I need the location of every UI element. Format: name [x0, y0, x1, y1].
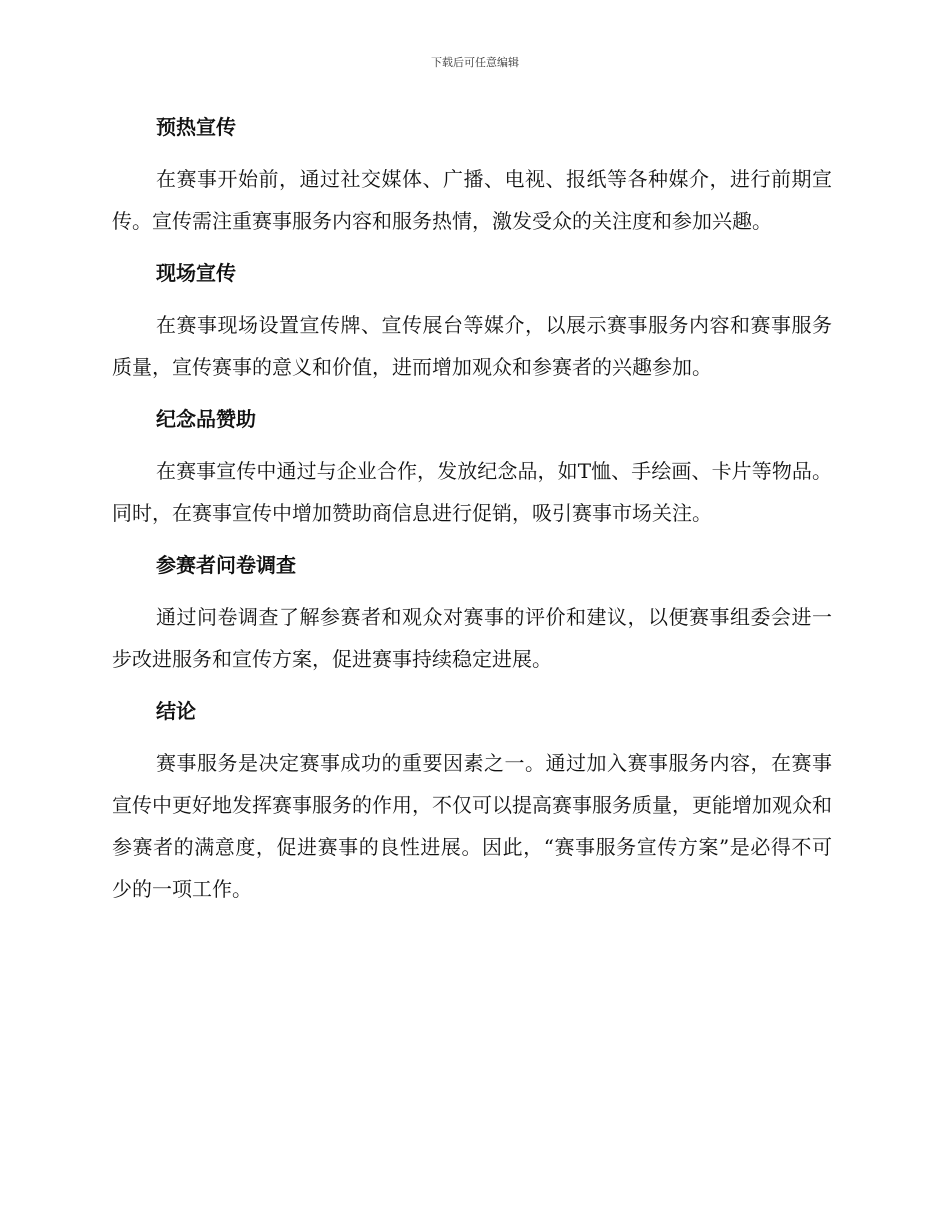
section-paragraph: 在赛事现场设置宣传牌、宣传展台等媒介，以展示赛事服务内容和赛事服务质量，宣传赛事的意义和价值，进而增加观众和参赛者的兴趣参加。 — [112, 313, 832, 379]
section-heading: 纪念品赞助 — [156, 407, 256, 431]
section-heading: 预热宣传 — [156, 115, 236, 139]
section-heading: 现场宣传 — [156, 261, 236, 285]
section-heading: 结论 — [156, 699, 196, 723]
section-participant-survey — [112, 546, 832, 680]
section-preheat-promotion — [112, 108, 832, 242]
section-onsite-promotion — [112, 254, 832, 388]
section-souvenir-sponsorship — [112, 400, 832, 534]
page-header-note: 下载后可任意编辑 — [431, 56, 519, 69]
section-conclusion — [112, 692, 832, 910]
section-heading: 参赛者问卷调查 — [156, 553, 296, 577]
section-paragraph: 赛事服务是决定赛事成功的重要因素之一。通过加入赛事服务内容，在赛事宣传中更好地发挥赛事服务的作用，不仅可以提高赛事服务质量，更能增加观众和参赛者的满意度，促进赛事的良性进展。因此，“赛事服务宣传方案”是必得不可少的一项工作。 — [112, 751, 832, 901]
document-body — [112, 108, 832, 922]
section-paragraph: 通过问卷调查了解参赛者和观众对赛事的评价和建议，以便赛事组委会进一步改进服务和宣传方案，促进赛事持续稳定进展。 — [112, 605, 832, 671]
section-paragraph: 在赛事宣传中通过与企业合作，发放纪念品，如T恤、手绘画、卡片等物品。同时，在赛事宣传中增加赞助商信息进行促销，吸引赛事市场关注。 — [112, 459, 832, 525]
section-paragraph: 在赛事开始前，通过社交媒体、广播、电视、报纸等各种媒介，进行前期宣传。宣传需注重赛事服务内容和服务热情，激发受众的关注度和参加兴趣。 — [112, 167, 832, 233]
